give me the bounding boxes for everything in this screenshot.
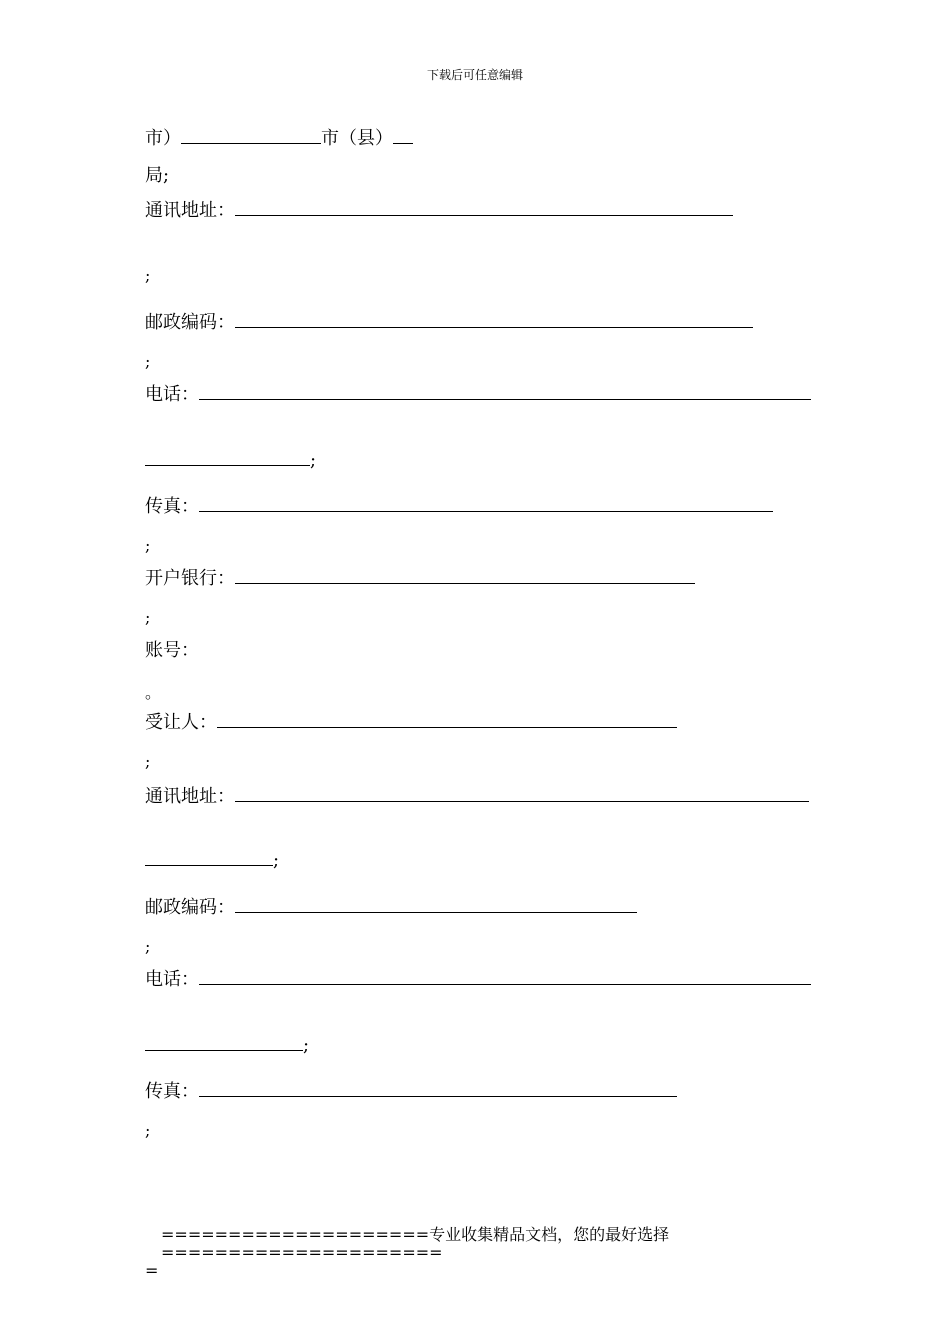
phone-cont-blank-2[interactable] [145,1036,303,1051]
semicolon: ; [145,752,151,771]
postcode-label-1: 邮政编码： [145,312,235,333]
address-line-1 [145,200,733,222]
postcode-label-2: 邮政编码： [145,897,235,918]
city-line [145,128,413,150]
phone-line-2 [145,969,811,991]
address-label-2: 通讯地址： [145,786,235,807]
postcode-blank-1[interactable] [235,313,753,328]
bank-line [145,568,695,590]
semicolon: ; [145,352,151,371]
postcode-line-1 [145,312,753,334]
address-line-2 [145,786,809,808]
semicolon: ; [303,1035,310,1056]
footer-text: ====================专业收集精品文档，您的最好选择===================== [161,1225,670,1262]
semicolon: ; [145,937,151,956]
semicolon: ; [145,536,151,555]
period: 。 [145,683,162,702]
city-prefix: 市） [145,128,181,149]
page-header: 下载后可任意编辑 [426,68,523,82]
phone-cont-line-1 [145,450,316,472]
bank-blank[interactable] [235,569,695,584]
address-label-1: 通讯地址： [145,200,235,221]
phone-cont-line-2 [145,1035,309,1057]
address-cont-line-2 [145,850,279,872]
account-line: 账号： [145,640,199,661]
phone-label-1: 电话： [145,384,199,405]
city-county-label: 市（县） [321,128,393,149]
assignee-line [145,712,677,734]
fax-label-2: 传真： [145,1081,199,1102]
postcode-blank-2[interactable] [235,898,637,913]
semicolon: ; [145,608,151,627]
semicolon: ; [145,1121,151,1140]
fax-line-2 [145,1081,677,1103]
semicolon: ; [310,450,317,471]
page-footer [145,1226,825,1280]
address-cont-blank-2[interactable] [145,851,273,866]
assignee-label: 受让人： [145,712,217,733]
fax-label-1: 传真： [145,496,199,517]
phone-cont-blank-1[interactable] [145,451,310,466]
city-blank[interactable] [181,129,321,144]
bureau-line: 局; [145,165,170,186]
phone-line-1 [145,384,811,406]
postcode-line-2 [145,897,637,919]
semicolon: ; [273,850,280,871]
phone-label-2: 电话： [145,969,199,990]
fax-blank-1[interactable] [199,497,773,512]
county-blank[interactable] [393,129,413,144]
footer-tail: = [145,1261,159,1280]
address-blank-2[interactable] [235,787,809,802]
phone-blank-1[interactable] [199,385,811,400]
fax-line-1 [145,496,773,518]
semicolon: ; [145,266,151,285]
address-blank-1[interactable] [235,201,733,216]
fax-blank-2[interactable] [199,1082,677,1097]
assignee-blank[interactable] [217,713,677,728]
bank-label: 开户银行： [145,568,235,589]
phone-blank-2[interactable] [199,970,811,985]
